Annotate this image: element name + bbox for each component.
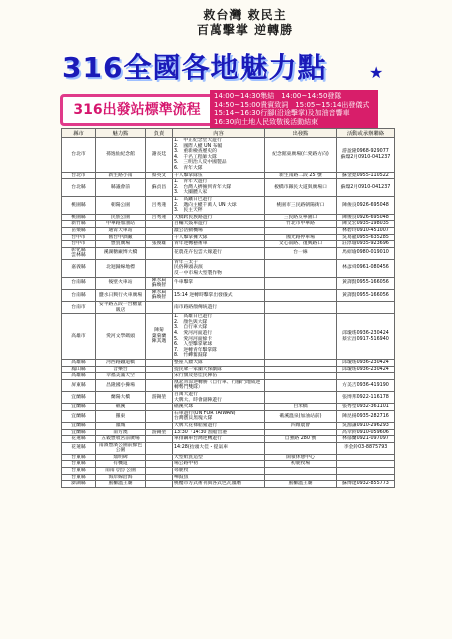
- cell-county: 台南市: [62, 302, 96, 314]
- cell-content: 單排鋼車台灣逆轉遊行: [173, 436, 265, 443]
- cell-content: 13:30「14:30 漁船出港: [173, 429, 265, 436]
- cell-start: 國光路停車場: [265, 234, 337, 241]
- cell-lead: 蘇貞昌: [146, 179, 173, 197]
- cell-content: 大型紙質造型: [173, 454, 265, 461]
- cell-lead: [146, 404, 173, 411]
- cell-contact: 游盈隆0968-929077 蘇燦2月0910-041237: [337, 138, 395, 173]
- cell-start: 板橋市縣民大道與廣場口: [265, 179, 337, 197]
- cell-contact: 陳文宏0935-198035: [337, 221, 395, 228]
- process-banner: 316出發站標準流程: [60, 94, 214, 126]
- cell-start: [265, 259, 337, 277]
- cell-contact: 邱瓊瑤0936-230424: [337, 359, 395, 366]
- cell-spot: 豐賀廣場: [96, 241, 146, 248]
- cell-content: 百萬大遊行 大牌大、時會副陣遊行: [173, 391, 265, 403]
- table-row: [62, 138, 395, 173]
- table-row: [62, 410, 395, 422]
- cell-content: 14:28(抬頭大佳・提氣車: [173, 442, 265, 454]
- table-row: [62, 468, 395, 475]
- table-row: [62, 461, 395, 468]
- cell-contact: 林郁蘭0921-097097: [337, 436, 395, 443]
- table-row: [62, 359, 395, 366]
- cell-contact: 蘇博達0932-855773: [337, 481, 395, 488]
- cell-spot: 中華路加油站: [96, 221, 146, 228]
- cell-county: 台南縣: [62, 277, 96, 289]
- cell-content: 青年三太子 民俗陣頭表演 反一中市場大型製作物: [173, 259, 265, 277]
- cell-content: 天橋跨民族路遊行: [173, 214, 265, 221]
- cell-lead: [146, 474, 173, 481]
- cell-start: 桃園市三民路朝陽街口: [265, 196, 337, 214]
- cell-contact: [337, 461, 395, 468]
- cell-lead: [146, 442, 173, 454]
- table-row: [62, 474, 395, 481]
- cell-start: [265, 366, 337, 373]
- table-row: [62, 436, 395, 443]
- cell-content: 1. 高雄日巴遊行 2. 顏色與大隊 3. 自行車大隊 4. 愛河河面遊行 5. 愛河河面綠卡 6. 人型擊掌眾球 7. 逆轉青年擊掌隊 8. 竹蟬奮鼓隊: [173, 314, 265, 360]
- cell-contact: 黃譯賢0955-166056: [337, 289, 395, 301]
- cell-spot: 後壁火車站: [96, 277, 146, 289]
- cell-contact: 李金鈴03-8875793: [337, 442, 395, 454]
- cell-county: 台東縣: [62, 474, 96, 481]
- cell-spot: 音樂台: [96, 366, 146, 373]
- cell-start: [265, 391, 337, 403]
- cell-content: 南市路路顏傳統遊行: [173, 302, 265, 314]
- cell-spot: 愛河文學碼頭: [96, 314, 146, 360]
- cell-lead: 游錫堃: [146, 391, 173, 403]
- cell-spot: 新生路小南: [96, 172, 146, 179]
- cell-start: [265, 359, 337, 366]
- cell-content: 尋鹿牧: [173, 468, 265, 475]
- cell-contact: 陳俊良0926-695048: [337, 214, 395, 221]
- cell-spot: 溪湖糖廠博大橋: [96, 247, 146, 259]
- cell-contact: 陳俊良0926-695048: [337, 196, 395, 214]
- cell-contact: [337, 468, 395, 475]
- table-row: [62, 391, 395, 403]
- cell-lead: 游錫堃: [146, 429, 173, 436]
- cell-lead: [146, 481, 173, 488]
- cell-spot: 羅東: [96, 410, 146, 422]
- cell-start: [265, 302, 337, 314]
- cell-county: 台中市: [62, 234, 96, 241]
- cell-spot: 幸福美滿天空: [96, 373, 146, 380]
- cell-contact: 邱瓊瑤0936-230424: [337, 366, 395, 373]
- cell-start: 風櫃溫王廟: [265, 481, 337, 488]
- cell-content: 場公路中初: [173, 461, 265, 468]
- cell-county: 屏東縣: [62, 379, 96, 391]
- cell-content: 宋行旗及慈佳民陣伍: [173, 373, 265, 380]
- cell-lead: [146, 410, 173, 422]
- cell-county: 宜蘭縣: [62, 422, 96, 429]
- table-row: [62, 241, 395, 248]
- table-row: [62, 422, 395, 429]
- cell-lead: 呂秀蓮: [146, 196, 173, 214]
- schedule-line: 14:00~14:30集結 14:00~14:50發隊: [214, 92, 342, 100]
- cell-contact: 林彥舜0961-080456: [337, 259, 395, 277]
- cell-content: 整座人牆大隊: [173, 359, 265, 366]
- cell-content: 青年逆轉藝術車: [173, 241, 265, 248]
- cell-contact: 莊淳瑜0935-923696: [337, 241, 395, 248]
- cell-contact: 蘇金堯0955-110522: [337, 172, 395, 179]
- header-county: 縣市: [62, 129, 96, 138]
- cell-contact: 陳昆揚0935-282716: [337, 410, 395, 422]
- cell-spot: 鼎明碑: [96, 454, 146, 461]
- cell-content: 花農花卉包雲大嫁遊行: [173, 247, 265, 259]
- cell-county: 宜蘭縣: [62, 404, 96, 411]
- cell-county: 桃園縣: [62, 196, 96, 214]
- cell-start: 礁溪溫泉(加油站前): [265, 410, 337, 422]
- cell-content: 提民眾一家團大保劇隊: [173, 366, 265, 373]
- cell-content: 百輛大鼓車遊行: [173, 221, 265, 228]
- cell-content: 1. 中正紀念堂大遊行 2. 國際人權 UN 布幅 3. 重新檢查歷史的 4. 千名工程師大隊 5. 三明治人反中國製品 6. 青年大隊: [173, 138, 265, 173]
- table-row: [62, 289, 395, 301]
- cell-content: 嘽鼓魚: [173, 474, 265, 481]
- cell-content: 千人擊掌隊伍: [173, 172, 265, 179]
- table-row: [62, 366, 395, 373]
- cell-content: 桃櫻市方式術刊與各式色瓦頭磨: [173, 481, 265, 488]
- cell-contact: 邱瓊瑤0936-230424 蔡宏昌0917-516940: [337, 314, 395, 360]
- cell-contact: [337, 474, 395, 481]
- table-row: [62, 373, 395, 380]
- cell-contact: 馬紹瑜0980-019010: [337, 247, 395, 259]
- cell-start: [265, 289, 337, 301]
- cell-spot: 五穀豐收宮前廣場: [96, 436, 146, 443]
- table-row: [62, 227, 395, 234]
- cell-start: 竹北市中華路: [265, 221, 337, 228]
- cell-start: [265, 474, 337, 481]
- cell-lead: [146, 379, 173, 391]
- cell-county: 宜蘭縣: [62, 410, 96, 422]
- table-row: [62, 429, 395, 436]
- cell-county: 台北市: [62, 172, 96, 179]
- cell-county: 台南縣: [62, 289, 96, 301]
- table-header-row: [62, 129, 395, 138]
- cell-lead: [146, 454, 173, 461]
- cell-lead: 陳水扁 蘇煥智: [146, 289, 173, 301]
- cell-content: 1. 高鐵日巴遊行 2. 邁向主權千萬人 UN 大球 3. 民主天秤: [173, 196, 265, 214]
- cell-lead: [146, 436, 173, 443]
- cell-start: 白米橋: [265, 404, 337, 411]
- cell-spot: 礁溪: [96, 404, 146, 411]
- cell-county: 高雄縣: [62, 359, 96, 366]
- cell-lead: 謝長廷: [146, 138, 173, 173]
- cell-contact: [337, 302, 395, 314]
- cell-county: 台東縣: [62, 454, 96, 461]
- table-row: [62, 247, 395, 259]
- schedule-line: 15:14~16:30行腳(沿途擊掌)及加油音響車: [214, 109, 350, 118]
- cell-county: 宜蘭縣: [62, 429, 96, 436]
- cell-start: 開嶺休憩中心: [265, 454, 337, 461]
- table-row: [62, 302, 395, 314]
- cell-start: [265, 277, 337, 289]
- cell-contact: 吳鴻謙0910-296293: [337, 422, 395, 429]
- cell-start: 紀念館東廣場(仁愛路方向): [265, 138, 337, 173]
- cell-lead: 呂秀蓮: [146, 214, 173, 221]
- cell-spot: 南方澳: [96, 429, 146, 436]
- cell-content: 濃公活動機場: [173, 227, 265, 234]
- schedule-line: 14:50~15:00貴賓致詞 15:05~15:14出發儀式: [214, 100, 370, 109]
- table-row: [62, 172, 395, 179]
- cell-spot: 安平路五段一台糖量販店: [96, 302, 146, 314]
- table-row: [62, 234, 395, 241]
- cell-spot: 海岸線沿海: [96, 474, 146, 481]
- cell-county: 新竹縣: [62, 221, 96, 228]
- cell-spot: 鹽水日興行火車廣場: [96, 289, 146, 301]
- cell-county: 宜蘭縣: [62, 391, 96, 403]
- slogan-line-2: 百萬擊掌 逆轉勝: [196, 23, 294, 37]
- cell-spot: 風櫃溫王廟: [96, 481, 146, 488]
- cell-content: 礁溪火球: [173, 404, 265, 411]
- schedule-line: 16:30向土地人民致敬後活動結束: [214, 117, 319, 126]
- header-contact: 活動或承辦聯絡: [337, 129, 395, 138]
- cell-contact: 張博邦0922-116178: [337, 391, 395, 403]
- cell-start: 台一線: [265, 247, 337, 259]
- cell-lead: [146, 302, 173, 314]
- cell-spot: 縣議會前: [96, 179, 146, 197]
- cell-spot: 通霄天車站: [96, 227, 146, 234]
- cell-county: 花蓮縣: [62, 442, 96, 454]
- cell-lead: 張俊雄: [146, 241, 173, 248]
- cell-start: 四維農會: [265, 422, 337, 429]
- cell-county: 台東縣: [62, 461, 96, 468]
- cell-county: 澎湖縣: [62, 481, 96, 488]
- cell-county: 苗栗縣: [62, 227, 96, 234]
- page-title: 316全國各地魅力點: [62, 51, 327, 84]
- cell-spot: 昌隆國小操場: [96, 379, 146, 391]
- table-row: [62, 196, 395, 214]
- header-lead: 負責: [146, 129, 173, 138]
- cell-content: 1. 青年大遊行 2. 台灣人擠擁到青年大隊 3. 大團體人家: [173, 179, 265, 197]
- cell-spot: 朝陽公園: [96, 196, 146, 214]
- cell-lead: [146, 366, 173, 373]
- cell-start: [265, 373, 337, 380]
- cell-start: [265, 429, 337, 436]
- table-row: [62, 404, 395, 411]
- locations-table: [61, 128, 395, 488]
- cell-start: [265, 227, 337, 234]
- table-row: [62, 259, 395, 277]
- cell-contact: 張秀瑩0932-361101: [337, 404, 395, 411]
- cell-county: 高雄縣: [62, 373, 96, 380]
- cell-start: [265, 468, 337, 475]
- cell-lead: [146, 227, 173, 234]
- cell-spot: 孫逸仙紀念館: [96, 138, 146, 173]
- header-content: 內容: [173, 129, 265, 138]
- star-icon: ★: [369, 63, 384, 82]
- cell-lead: [146, 461, 173, 468]
- table-row: [62, 221, 395, 228]
- cell-start: 初鹿牧場: [265, 461, 337, 468]
- cell-start: 新生南路二段 25 號: [265, 172, 337, 179]
- cell-lead: 陳菊 葉菊蘭 陳其邁: [146, 314, 173, 360]
- cell-lead: [146, 259, 173, 277]
- slogan: [180, 8, 310, 38]
- cell-county: 鳳山縣: [62, 366, 96, 373]
- cell-contact: 吳易龍0955-635285: [337, 234, 395, 241]
- header-start: 出發點: [265, 129, 337, 138]
- cell-contact: 黃譯賢0955-166056: [337, 277, 395, 289]
- cell-start: [265, 314, 337, 360]
- cell-county: 高雄市: [62, 314, 96, 360]
- cell-start: [265, 379, 337, 391]
- cell-content: 凰起青涼逆轉勝（自行車、行腳鬥地成逆轉勢鬥雙隊）: [173, 379, 265, 391]
- cell-lead: 蔡英文: [146, 172, 173, 179]
- cell-county: 嘉義縣: [62, 259, 96, 277]
- cell-start: 自強路 280 號: [265, 436, 337, 443]
- cell-county: 台中市: [62, 241, 96, 248]
- cell-content: 千人擊掌擁大隊: [173, 234, 265, 241]
- table-row: [62, 454, 395, 461]
- cell-contact: [337, 454, 395, 461]
- table-row: [62, 379, 395, 391]
- cell-content: 15:14 逆轉時擊掌出發儀式: [173, 289, 265, 301]
- cell-spot: 舊台中酒廠: [96, 234, 146, 241]
- cell-contact: 高幸鈴0910-059606: [337, 429, 395, 436]
- cell-content: 牛車擊掌: [173, 277, 265, 289]
- cell-start: 三民路友寧園口: [265, 214, 337, 221]
- cell-lead: [146, 221, 173, 228]
- cell-spot: 蘭陽大橋: [96, 391, 146, 403]
- cell-contact: [337, 373, 395, 380]
- cell-content: 石車遊行(UN FOR TAIWAN) 台灣寶貝黑塊大隊: [173, 410, 265, 422]
- cell-lead: [146, 234, 173, 241]
- cell-spot: 南南 (沿) 公園: [96, 468, 146, 475]
- cell-start: 文心南路、復興路口: [265, 241, 337, 248]
- cell-county: 彰化縣 雲林縣: [62, 247, 96, 259]
- cell-county: 台北縣: [62, 179, 96, 197]
- cell-contact: 方美吉0936-419190: [337, 379, 395, 391]
- table-row: [62, 179, 395, 197]
- table-row: [62, 442, 395, 454]
- cell-lead: [146, 468, 173, 475]
- cell-contact: 蘇燦2月0910-041237: [337, 179, 395, 197]
- cell-start: [265, 442, 337, 454]
- cell-county: 台東縣: [62, 468, 96, 475]
- cell-county: 花蓮縣: [62, 436, 96, 443]
- cell-lead: [146, 359, 173, 366]
- table-row: [62, 314, 395, 360]
- cell-lead: [146, 373, 173, 380]
- table-row: [62, 481, 395, 488]
- cell-lead: [146, 247, 173, 259]
- cell-spot: 頭城: [96, 422, 146, 429]
- table-body: [62, 138, 395, 488]
- cell-spot: 河西路鐵道橋: [96, 359, 146, 366]
- cell-spot: 有機道: [96, 461, 146, 468]
- cell-county: 桃園縣: [62, 214, 96, 221]
- cell-county: 台北市: [62, 138, 96, 173]
- table-row: [62, 277, 395, 289]
- cell-spot: 北迴歸線地標: [96, 259, 146, 277]
- cell-content: 大牌大花祿船豬遊行: [173, 422, 265, 429]
- header-spot: 魅力點: [96, 129, 146, 138]
- cell-spot: 南濱豐濱公園前綠色公園: [96, 442, 146, 454]
- cell-lead: 陳水扁 蘇煥智: [146, 277, 173, 289]
- cell-contact: 林碧玲0910-451007: [337, 227, 395, 234]
- cell-lead: [146, 422, 173, 429]
- slogan-line-1: 救台灣 救民主: [203, 8, 287, 22]
- table-row: [62, 214, 395, 221]
- cell-spot: 民族公園: [96, 214, 146, 221]
